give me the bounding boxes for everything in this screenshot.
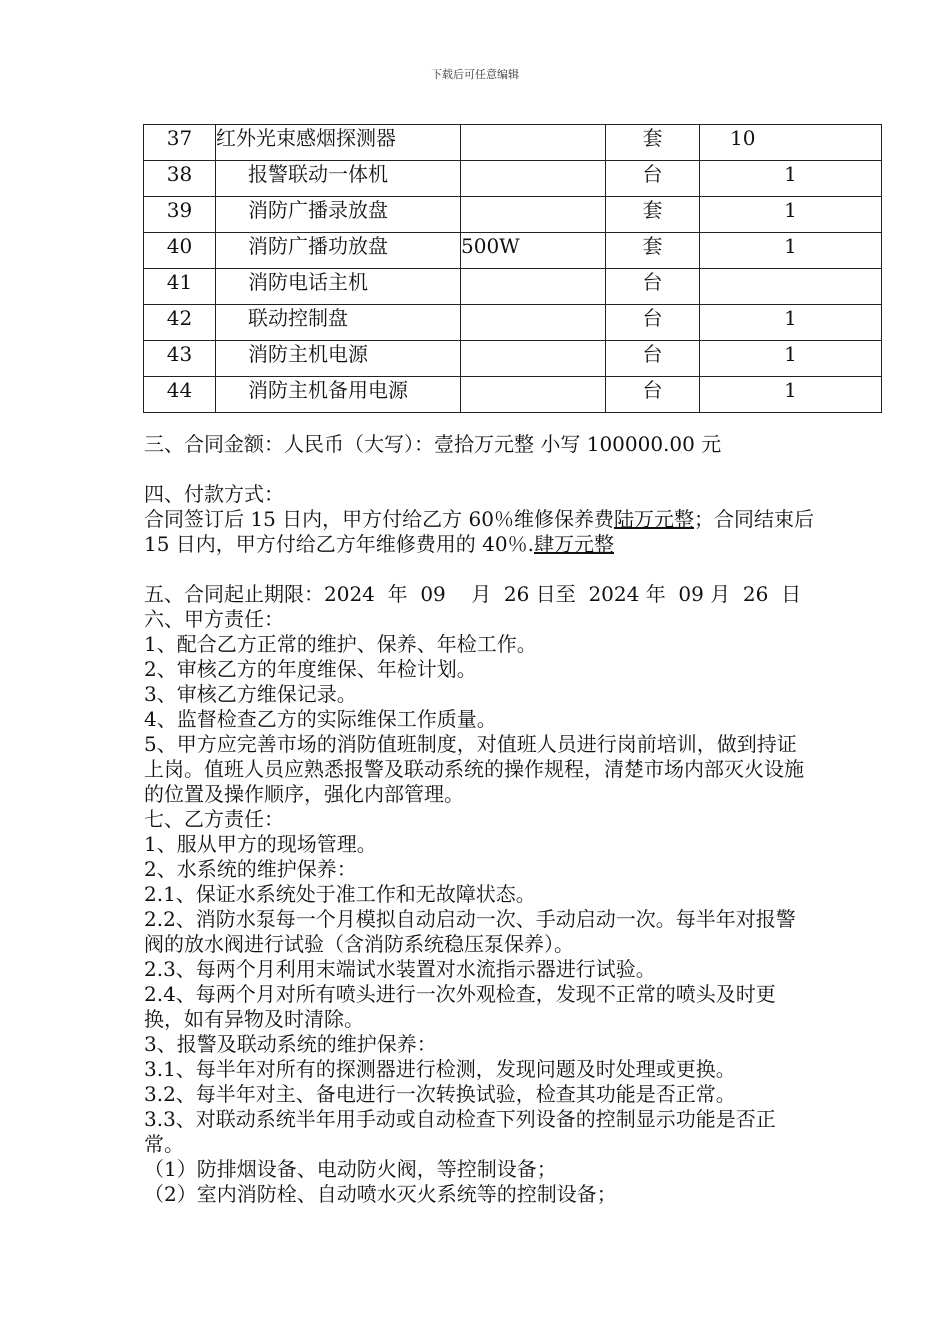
equipment-name: 联动控制盘 [216,305,461,341]
row-number: 38 [144,161,216,197]
equipment-spec [461,269,606,305]
table-row [144,305,882,341]
party-b-item: 1、服从甲方的现场管理。 [144,832,377,856]
equipment-name: 报警联动一体机 [216,161,461,197]
party-a-title: 六、甲方责任： [144,607,284,631]
table-row [144,269,882,305]
equipment-name: 消防电话主机 [216,269,461,305]
payment-text-a: 合同签订后 15 日内，甲方付给乙方 60％维修保养费 [144,507,614,531]
row-number: 37 [144,125,216,161]
party-b-item: 2.4、每两个月对所有喷头进行一次外观检查，发现不正常的喷头及时更换，如有异物及时清除。 [144,982,776,1031]
equipment-unit: 台 [606,341,700,377]
equipment-name: 消防主机电源 [216,341,461,377]
equipment-spec [461,377,606,413]
equipment-qty: 10 [700,125,882,161]
table-row [144,161,882,197]
party-b-item: 2.2、消防水泵每一个月模拟自动启动一次、手动启动一次。每半年对报警阀的放水阀进行试验（含消防系统稳压泵保养）。 [144,907,796,956]
equipment-qty: 1 [700,341,882,377]
equipment-unit: 台 [606,377,700,413]
payment-title: 四、付款方式： [144,482,284,506]
equipment-unit: 台 [606,161,700,197]
row-number: 43 [144,341,216,377]
row-number: 41 [144,269,216,305]
equipment-unit: 套 [606,125,700,161]
party-b-item: （2）室内消防栓、自动喷水灭火系统等的控制设备； [144,1182,617,1206]
table-row [144,125,882,161]
row-number: 40 [144,233,216,269]
payment-text-b: ；合同结束后 15 日内，甲方付给乙方年维修费用的 40％. [144,507,814,556]
contract-period: 五、合同起止期限：2024 年 09 月 26 日至 2024 年 09 月 26 日 [144,582,802,606]
payment-amount-1: 陆万元整 [613,507,694,531]
party-a-item: 1、配合乙方正常的维护、保养、年检工作。 [144,632,537,656]
table-row [144,197,882,233]
equipment-name: 消防广播功放盘 [216,233,461,269]
equipment-unit: 台 [606,269,700,305]
equipment-unit: 台 [606,305,700,341]
equipment-unit: 套 [606,197,700,233]
row-number: 44 [144,377,216,413]
party-b-item: （1）防排烟设备、电动防火阀，等控制设备； [144,1157,557,1181]
equipment-spec [461,197,606,233]
party-a-item: 5、甲方应完善市场的消防值班制度，对值班人员进行岗前培训，做到持证上岗。值班人员应熟悉报警及联动系统的操作规程，清楚市场内部灭火设施的位置及操作顺序，强化内部管理。 [144,732,804,806]
table-row [144,233,882,269]
party-b-item: 2.3、每两个月利用末端试水装置对水流指示器进行试验。 [144,957,656,981]
equipment-name: 红外光束感烟探测器 [216,125,461,161]
party-b-item: 2.1、保证水系统处于准工作和无故障状态。 [144,882,536,906]
equipment-unit: 套 [606,233,700,269]
contract-amount: 三、合同金额：人民币（大写）：壹拾万元整 小写 100000.00 元 [144,432,722,456]
equipment-table [143,124,882,413]
party-b-item: 3.3、对联动系统半年用手动或自动检查下列设备的控制显示功能是否正常。 [144,1107,776,1156]
equipment-qty: 1 [700,233,882,269]
contract-body [144,432,814,1207]
party-a-item: 3、审核乙方维保记录。 [144,682,357,706]
equipment-spec [461,125,606,161]
equipment-qty: 1 [700,305,882,341]
equipment-qty: 1 [700,377,882,413]
equipment-qty [700,269,882,305]
equipment-spec [461,305,606,341]
party-b-item: 3.2、每半年对主、备电进行一次转换试验，检查其功能是否正常。 [144,1082,736,1106]
table-row [144,377,882,413]
equipment-name: 消防主机备用电源 [216,377,461,413]
party-b-item: 3.1、每半年对所有的探测器进行检测，发现问题及时处理或更换。 [144,1057,736,1081]
party-b-item: 3、报警及联动系统的维护保养： [144,1032,437,1056]
party-b-title: 七、乙方责任： [144,807,284,831]
payment-terms [144,507,814,557]
equipment-qty: 1 [700,197,882,233]
party-a-item: 4、监督检查乙方的实际维保工作质量。 [144,707,497,731]
party-b-item: 2、水系统的维护保养： [144,857,357,881]
equipment-spec: 500W [461,233,606,269]
equipment-qty: 1 [700,161,882,197]
table-row [144,341,882,377]
equipment-name: 消防广播录放盘 [216,197,461,233]
equipment-spec [461,161,606,197]
row-number: 42 [144,305,216,341]
payment-amount-2: 肆万元整 [533,532,614,556]
equipment-spec [461,341,606,377]
party-a-item: 2、审核乙方的年度维保、年检计划。 [144,657,477,681]
page-header: 下载后可任意编辑 [431,68,519,81]
row-number: 39 [144,197,216,233]
